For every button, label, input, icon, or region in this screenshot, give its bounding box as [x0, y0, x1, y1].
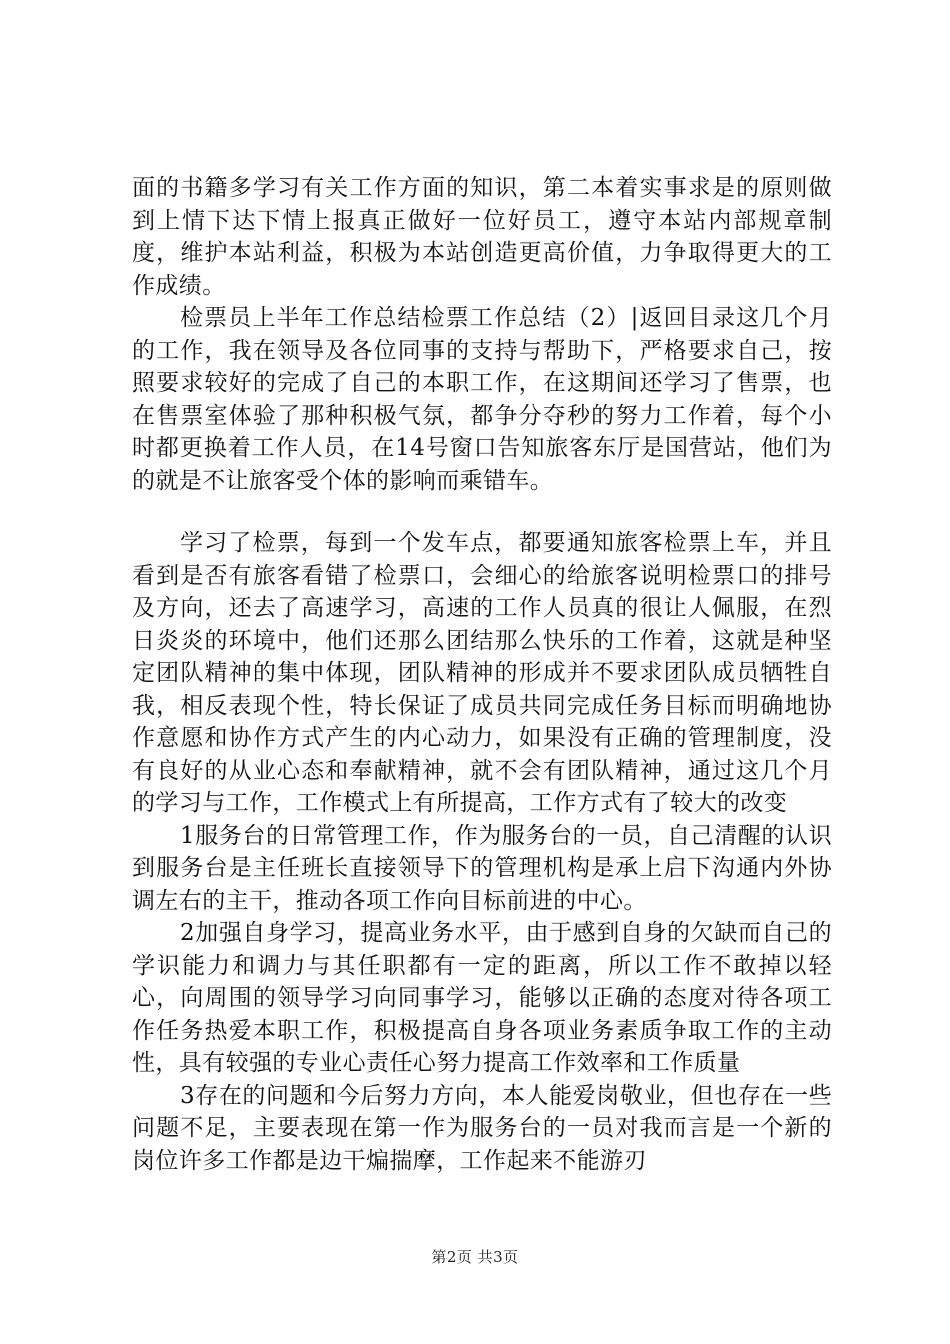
paragraph-section-heading: 检票员上半年工作总结检票工作总结（2）|返回目录这几个月的工作，我在领导及各位同事的支持与帮助下，严格要求自己，按照要求较好的完成了自己的本职工作，在这期间还学习了售票，也在售票室体验了那种积极气氛，都争分夺秒的努力工作着，每个小时都更换着工作人员，在14号窗口告知旅客东厅是国营站，他们为的就是不让旅客受个体的影响而乘错车。: [132, 305, 832, 494]
paragraph-item-2: 2加强自身学习，提高业务水平，由于感到自身的欠缺而自己的学识能力和调力与其任职都有一定的距离，所以工作不敢掉以轻心，向周围的领导学习向同事学习，能够以正确的态度对待各项工作任务热爱本职工作，积极提高自身各项业务素质争取工作的主动性，具有较强的专业心责任心努力提高工作效率和工作质量: [132, 920, 832, 1076]
paragraph-item-3: 3存在的问题和今后努力方向，本人能爱岗敬业，但也存在一些问题不足，主要表现在第一作为服务台的一员对我而言是一个新的岗位许多工作都是边干煸揣摩，工作起来不能游刃: [132, 1082, 832, 1174]
paragraph-gap: [132, 497, 832, 527]
paragraph-ticket-checking: 学习了检票，每到一个发车点，都要通知旅客检票上车，并且看到是否有旅客看错了检票口，会细心的给旅客说明检票口的排号及方向，还去了高速学习，高速的工作人员真的很让人佩服，在烈日炎炎的环境中，他们还那么团结那么快乐的工作着，这就是种坚定团队精神的集中体现，团队精神的形成并不要求团队成员牺牲自我，相反表现个性，特长保证了成员共同完成任务目标而明确地协作意愿和协作方式产生的内心动力，如果没有正确的管理制度，没有良好的从业心态和奉献精神，就不会有团队精神，通过这几个月的学习与工作，工作模式上有所提高，工作方式有了较大的改变: [132, 530, 832, 816]
paragraph-item-1: 1服务台的日常管理工作，作为服务台的一员，自己清醒的认识到服务台是主任班长直接领导下的管理机构是承上启下沟通内外协调左右的主干，推动各项工作向目标前进的中心。: [132, 822, 832, 914]
page-footer: [0, 1246, 950, 1267]
paragraph-continuation: 面的书籍多学习有关工作方面的知识，第二本着实事求是的原则做到上情下达下情上报真正做好一位好员工，遵守本站内部规章制度，维护本站利益，积极为本站创造更高价值，力争取得更大的工作成绩。: [132, 175, 832, 299]
document-body: [132, 172, 832, 1177]
page-number: 第2页 共3页: [431, 1248, 519, 1266]
